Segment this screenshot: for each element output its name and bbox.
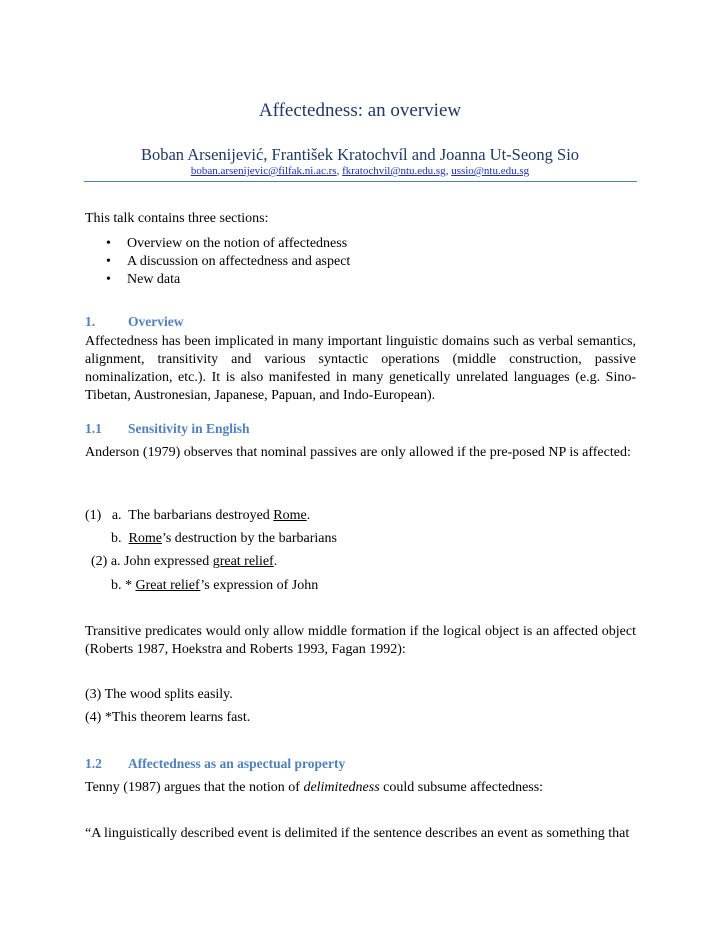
example-label: (1) a.	[85, 508, 129, 523]
tenny-paragraph	[85, 779, 636, 797]
emphasized-term: delimitedness	[303, 780, 380, 795]
header-divider	[84, 181, 637, 182]
section-title: Sensitivity in English	[128, 421, 250, 436]
example-1a	[85, 507, 310, 525]
example-text: ’s destruction by the barbarians	[161, 531, 337, 546]
example-text: .	[306, 508, 311, 523]
example-text: ’s expression of John	[200, 578, 319, 593]
section-number: 1.1	[85, 421, 102, 436]
section-number: 1.2	[85, 756, 102, 771]
example-2b	[111, 577, 318, 595]
example-3: (3) The wood splits easily.	[85, 687, 233, 702]
section-list	[106, 235, 350, 289]
list-item	[106, 271, 350, 289]
example-text: .	[273, 554, 278, 569]
underlined-np: Rome	[273, 508, 307, 523]
middle-paragraph: Transitive predicates would only allow middle formation if the logical object is an affected object (Roberts 1987, Hoekstra and Roberts 1993, Fagan 1992):	[85, 624, 636, 657]
example-2a	[91, 553, 277, 571]
example-label: b.	[111, 531, 129, 546]
paragraph-text: could subsume affectedness:	[379, 780, 544, 795]
section-heading-overview	[85, 314, 183, 330]
paragraph-text: Tenny (1987) argues that the notion of	[85, 780, 304, 795]
example-label: b. *	[111, 578, 136, 593]
example-text: The barbarians destroyed	[128, 508, 274, 523]
sensitivity-paragraph: Anderson (1979) observes that nominal passives are only allowed if the pre-posed NP is affected:	[85, 445, 631, 460]
bullet-icon: •	[106, 254, 111, 269]
example-4: (4) *This theorem learns fast.	[85, 710, 251, 725]
section-heading-sensitivity	[85, 421, 250, 437]
example-1b	[111, 530, 337, 548]
section-heading-aspectual	[85, 756, 345, 772]
section-number: 1.	[85, 314, 96, 329]
underlined-np: great relief	[212, 554, 274, 569]
email-separator: ,	[336, 165, 343, 177]
list-item-label: A discussion on affectedness and aspect	[127, 254, 351, 269]
underlined-np: Great relief	[135, 578, 201, 593]
email-link-sio[interactable]: ussio@ntu.edu.sg	[451, 165, 530, 177]
list-item	[106, 235, 350, 253]
page-title: Affectedness: an overview	[258, 100, 462, 121]
example-text: John expressed	[124, 554, 213, 569]
quote-paragraph: “A linguistically described event is delimited if the sentence describes an event as something that	[85, 826, 630, 841]
bullet-icon: •	[106, 236, 111, 251]
section-title: Affectedness as an aspectual property	[128, 756, 346, 771]
email-separator: ,	[445, 165, 452, 177]
example-label: (2) a.	[91, 554, 125, 569]
list-item-label: Overview on the notion of affectedness	[127, 236, 348, 251]
email-link-arsenijevic[interactable]: boban.arsenijevic@filfak.ni.ac.rs	[190, 165, 337, 177]
underlined-np: Rome	[128, 531, 162, 546]
author-names: Boban Arsenijević, František Kratochvíl and Joanna Ut-Seong Sio	[140, 145, 580, 164]
email-link-kratochvil[interactable]: fkratochvil@ntu.edu.sg	[342, 165, 446, 177]
intro-text: This talk contains three sections:	[85, 211, 269, 226]
author-emails	[0, 165, 720, 177]
list-item-label: New data	[127, 272, 181, 287]
section-title: Overview	[128, 314, 184, 329]
list-item	[106, 253, 350, 271]
bullet-icon: •	[106, 272, 111, 287]
overview-paragraph: Affectedness has been implicated in many important linguistic domains such as verbal semantics, alignment, transitivity and various syntactic operations (middle construction, passive nominalization, etc.). It is also manifested in many genetically unrelated languages (e.g. Sino-Tibetan, Austronesian, Japanese, Papuan, and Indo-European).	[85, 334, 636, 403]
